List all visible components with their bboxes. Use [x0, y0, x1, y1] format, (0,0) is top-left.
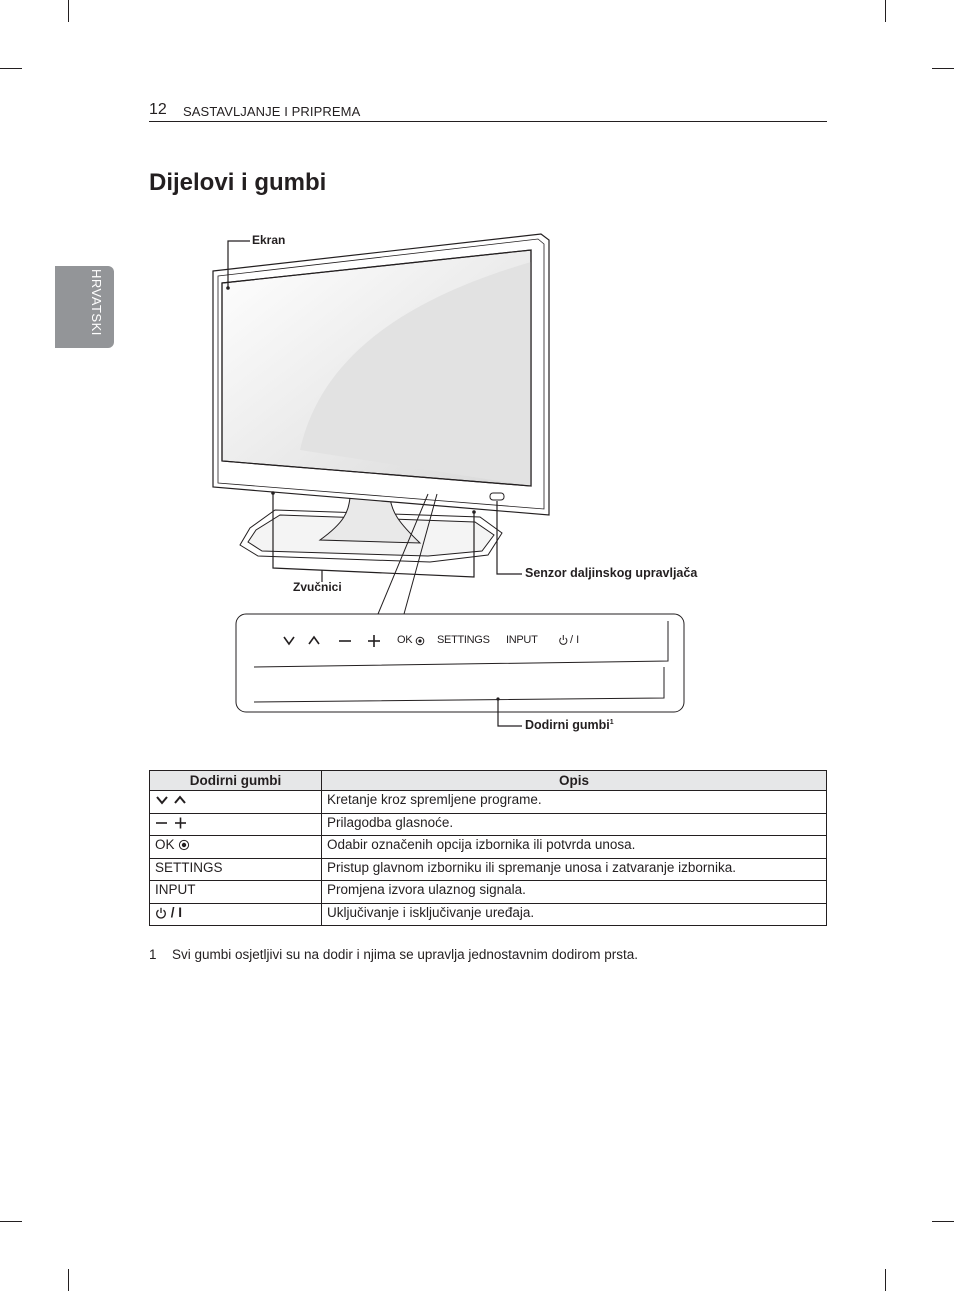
- footnote-text: Svi gumbi osjetljivi su na dodir i njima se upravlja jednostavnim dodirom prsta.: [172, 947, 638, 962]
- crop-mark: [885, 1269, 886, 1291]
- table-row: [150, 791, 827, 814]
- description-cell: Kretanje kroz spremljene programe.: [322, 791, 827, 814]
- button-cell: [150, 858, 322, 881]
- buttons-table: [149, 770, 827, 926]
- crop-mark: [932, 1221, 954, 1222]
- page-title: Dijelovi i gumbi: [149, 169, 327, 196]
- touch-buttons-text: Dodirni gumbi: [525, 718, 610, 732]
- button-cell: [150, 881, 322, 904]
- panel-ok-label: OK: [397, 634, 413, 646]
- tv-frame: [213, 234, 549, 515]
- button-cell: [150, 836, 322, 859]
- power-icon: [155, 907, 167, 919]
- crop-mark: [0, 1221, 22, 1222]
- panel-input-label: INPUT: [506, 634, 538, 646]
- description-cell: Pristup glavnom izborniku ili spremanje unosa i zatvaranje izbornika.: [322, 858, 827, 881]
- minus-plus-icons: [155, 817, 189, 829]
- language-tab-label: HRVATSKI: [89, 269, 104, 336]
- button-cell: [150, 791, 322, 814]
- button-text: OK: [155, 837, 175, 852]
- button-text: INPUT: [155, 882, 196, 897]
- description-cell: Promjena izvora ulaznog signala.: [322, 881, 827, 904]
- button-cell: [150, 813, 322, 836]
- remote-sensor-window: [490, 493, 504, 500]
- description-cell: Uključivanje i isključivanje uređaja.: [322, 903, 827, 926]
- chevron-down-up-icons: [155, 794, 189, 806]
- table-header-row: [150, 771, 827, 791]
- button-cell: [150, 903, 322, 926]
- touch-buttons-label: [525, 718, 614, 732]
- ok-circle-icon: [178, 839, 190, 851]
- page-number: 12: [149, 101, 167, 118]
- section-title: SASTAVLJANJE I PRIPREMA: [183, 104, 361, 119]
- button-text: SETTINGS: [155, 859, 223, 875]
- footnote: [149, 947, 638, 962]
- table-row: [150, 858, 827, 881]
- touch-panel-outline: [236, 614, 684, 712]
- panel-power-label: / I: [570, 634, 580, 646]
- footnote-number: 1: [149, 947, 157, 962]
- table-row: [150, 836, 827, 859]
- table-header: Opis: [322, 771, 827, 791]
- table-row: [150, 813, 827, 836]
- table-header: Dodirni gumbi: [150, 771, 322, 791]
- table-row: [150, 881, 827, 904]
- crop-mark: [68, 1269, 69, 1291]
- button-text: / I: [170, 904, 183, 920]
- description-cell: Odabir označenih opcija izbornika ili potvrda unosa.: [322, 836, 827, 859]
- screen-label: Ekran: [252, 233, 286, 247]
- table-row: [150, 903, 827, 926]
- description-cell: Prilagodba glasnoće.: [322, 813, 827, 836]
- remote-sensor-label: Senzor daljinskog upravljača: [525, 566, 698, 580]
- footnote-ref: 1: [609, 718, 614, 726]
- panel-settings-label: SETTINGS: [437, 634, 490, 646]
- speakers-label: Zvučnici: [293, 580, 342, 594]
